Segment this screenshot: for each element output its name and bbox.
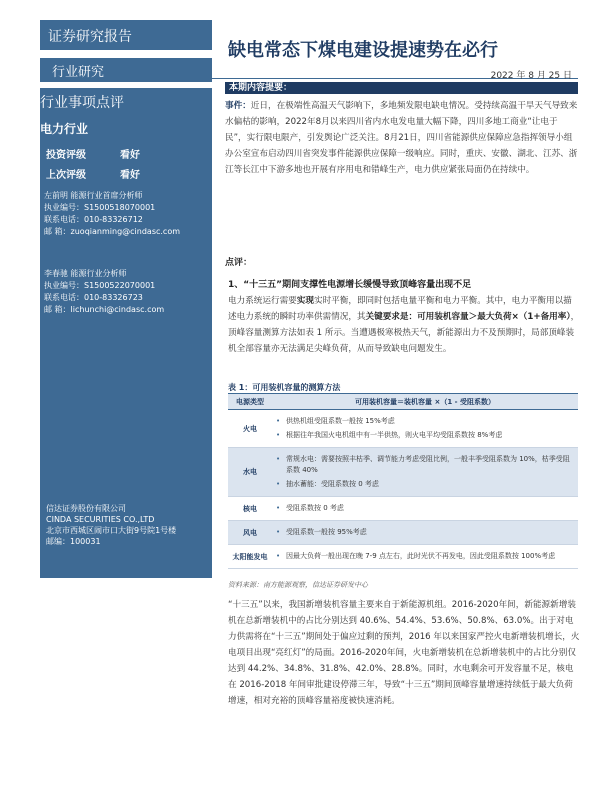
analyst-phone: 联系电话：010-83326712 [44,215,143,224]
description-cell [272,410,578,448]
description-cell [272,497,578,521]
table-source: 资料来源：南方能源观察，信达证券研发中心 [228,581,368,589]
event-label: 事件： [225,101,251,111]
review-paragraph-1 [228,293,580,357]
column-header-type: 电源类型 [228,394,272,410]
report-date: 2022 年 8 月 25 日 [490,71,572,81]
review-paragraph-2: “十三五”以来，我国新增装机容量主要来自于新能源机组。2016-2020年间，新能源新增装机在总新增装机中的占比分别达到 40.6%、54.4%、53.6%、50.8%、63.0%。出于对电力供需将在“十三五”期间处于偏应过剩的预判，2016 年以来国家严控火电新增装机增长，火电项目出现“亮红灯”的局面。2016-2020年间，火电新增装机在总新增装机中的占比分别仅达到 44.2%、34.8%、31.8%、42.0%、28.8%。同时，水电剩余可开发容量不足，核电在 2016-2018 年间审批建设停滞三年，导致“十三五”期间顶峰容量增速持续低于最大负荷增速，相对充裕的顶峰容量裕度被快速消耗。 [228,600,580,706]
power-type-cell: 火电 [228,410,272,448]
firm-name-en: CINDA SECURITIES CO.,LTD [46,515,155,524]
list-item: • 受阻系数按 0 考虑 [276,503,574,514]
analyst-email[interactable]: 邮 箱：zuoqianming@cindasc.com [44,227,181,236]
power-type-cell: 核电 [228,497,272,521]
column-header-formula: 可用装机容量＝装机容量 ×（1 - 受阻系数） [272,394,578,410]
table-row [228,448,578,497]
list-item: • 抽水蓄能：受阻系数按 0 考虑 [276,479,574,490]
firm-postcode: 邮编：100031 [46,537,101,546]
table-row [228,521,578,545]
description-cell [272,521,578,545]
analyst-card-2 [44,268,212,316]
review-heading: 点评： [225,258,253,268]
table-row [228,545,578,569]
event-text: 近日，在极端性高温天气影响下，多地频发限电缺电情况。受持续高温干旱天气导致来水偏枯的影响，2022年8月以来四川省内水电发电量大幅下降，四川多地工商业“让电于民”，实行限电限产，引发舆论广泛关注。8月21日，四川省能源供应保障应急指挥领导小组办公室宣布启动四川省突发事件能源供应保障一级响应。同时，重庆、安徽、湖北、江苏、浙江等长江中下游多地也开展有序用电和错峰生产，电力供应紧张局面仍在持续中。 [225,101,578,175]
list-item: • 受阻系数一般按 95%考虑 [276,527,574,538]
text-run: 电力系统运行需要 [228,296,297,306]
firm-name-cn: 信达证券股份有限公司 [46,504,126,513]
description-cell [272,545,578,569]
subcategory-label: 行业事项点评 [40,95,124,111]
sidebar [0,0,212,800]
category-label: 行业研究 [40,58,212,82]
previous-rating [46,166,140,181]
previous-rating-value: 看好 [120,170,140,181]
previous-rating-label: 上次评级 [46,170,86,181]
key-requirement: 关键要求是：可用装机容量＞最大负荷×（1+备用率） [365,312,571,322]
investment-rating-value: 看好 [120,150,140,161]
analyst-card-1 [44,190,212,238]
power-type-cell: 风电 [228,521,272,545]
list-item: • 根据往年我国火电机组中有一半供热，则火电平均受阻系数按 8%考虑 [276,430,574,441]
report-type-label: 证券研究报告 [40,20,212,50]
list-item: • 常规水电：需要按照丰枯季、调节能力考虑受阻比例，一般丰季受阻系数为 10%，枯季受阻系数 40% [276,454,574,476]
table-row [228,497,578,521]
text-run: 实时平衡，即同时包括电量平衡和电力平衡。其中，电力平衡用以描述电力系统的瞬时功率供需情况，其 [228,296,572,322]
text-run: ，顶峰容量测算方法如表 1 所示。当遭遇极寒极热天气，新能源出力不及预期时，局部顶峰装机全部容量亦无法满足尖峰负荷，从而导致缺电问题发生。 [228,312,580,354]
firm-address: 北京市西城区闹市口大街9号院1号楼 [46,526,177,535]
table-caption: 表 1：可用装机容量的测算方法 [228,383,341,392]
power-type-cell: 太阳能发电 [228,545,272,569]
analyst-name: 李春驰 能源行业分析师 [44,269,127,278]
analyst-name: 左前明 能源行业首席分析师 [44,191,143,200]
page-title: 缺电常态下煤电建设提速势在必行 [228,40,498,61]
industry-label: 电力行业 [40,122,89,136]
analyst-cert: 执业编号：S1500522070001 [44,281,156,290]
description-cell [272,448,578,497]
analyst-cert: 执业编号：S1500518070001 [44,203,156,212]
text-run-bold: 实现 [296,296,314,306]
investment-rating [46,146,140,161]
section-subheading: 1、“十三五”期间支撑性电源增长缓慢导致顶峰容量出现不足 [228,280,472,290]
firm-info [46,503,176,547]
list-item: • 因最大负荷一般出现在晚 7-9 点左右，此时光伏不再发电，因此受阻系数按 100%考虑 [276,551,574,562]
summary-heading: 本期内容提要： [225,82,578,94]
investment-rating-label: 投资评级 [46,150,86,161]
analyst-phone: 联系电话：010-83326723 [44,293,143,302]
analyst-email[interactable]: 邮 箱：lichunchi@cindasc.com [44,305,165,314]
capacity-table [228,393,578,569]
power-type-cell: 水电 [228,448,272,497]
table-header-row [228,394,578,410]
list-item: • 供热机组受阻系数一般按 15%考虑 [276,416,574,427]
table-row [228,410,578,448]
summary-paragraph [225,98,578,178]
